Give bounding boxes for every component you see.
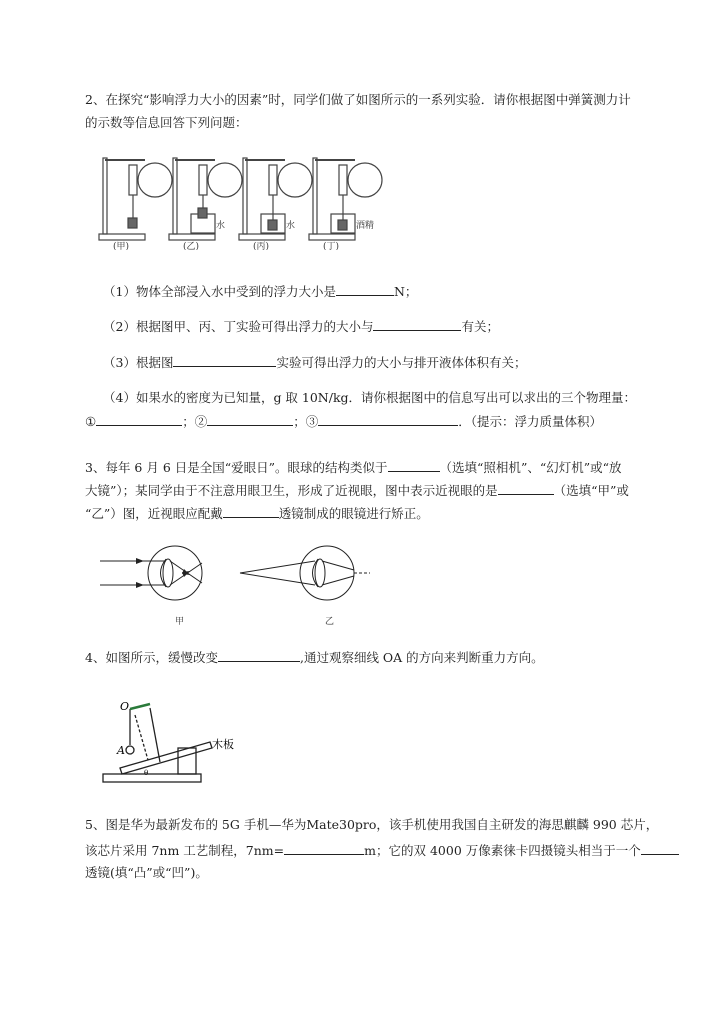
- q5-blank2[interactable]: [641, 842, 679, 855]
- q2-sub4-mark3: ；③: [293, 414, 319, 429]
- fig-label-bing: (丙): [253, 242, 270, 250]
- q2-sub4-mark2: ；②: [182, 414, 208, 429]
- theta-label: θ: [144, 769, 149, 777]
- q2-sub3: [103, 354, 526, 371]
- q2-sub4-blank2[interactable]: [207, 413, 293, 426]
- q2-sub1-text: （1）物体全部浸入水中受到的浮力大小是: [103, 284, 336, 299]
- q3-line2: [85, 482, 629, 499]
- q2-sub4-blank1[interactable]: [96, 413, 182, 426]
- q4-line: [85, 649, 544, 666]
- fig-label-yi: (乙): [183, 242, 200, 250]
- q2-sub3-text: （3）根据图: [103, 355, 174, 370]
- fig-label-jia: (甲): [113, 242, 130, 250]
- liquid-label-alcohol: 酒精: [356, 221, 375, 231]
- q2-sub4-mark1: ①: [85, 414, 97, 429]
- q3-line1: [85, 459, 622, 476]
- q3-line2-suffix: （选填“甲”或: [553, 483, 629, 498]
- q3-blank3[interactable]: [223, 505, 279, 518]
- liquid-label-water-2: 水: [286, 221, 296, 231]
- q2-sub4-line1: （4）如果水的密度为已知量，g 取 10N/kg．请你根据图中的信息写出可以求出的三个物理量：: [103, 390, 637, 405]
- q5-line3: 透镜(填“凸”或“凹”)。: [85, 865, 208, 880]
- q5-line2-mid: m；它的双 4000 万像素徕卡四摄镜头相当于一个: [364, 843, 641, 858]
- q4-suffix: ,通过观察细线 OA 的方向来判断重力方向。: [299, 650, 544, 665]
- q2-intro-line1: 2、在探究“影响浮力大小的因素”时，同学们做了如图所示的一系列实验．请你根据图中弹簧测力计: [85, 92, 631, 107]
- fig-label-ding: (丁): [323, 242, 340, 250]
- q2-sub2-answer-blank[interactable]: [373, 318, 461, 331]
- point-o-label: O: [120, 700, 130, 713]
- liquid-label-water-1: 水: [216, 221, 226, 231]
- board-label: 木板: [212, 738, 234, 751]
- q5-line2-text: 该芯片采用 7nm 工艺制程，7nm=: [85, 843, 285, 858]
- q3-line1-text: 3、每年 6 月 6 日是全国“爱眼日”。眼球的结构类似于: [85, 460, 388, 475]
- q2-sub3-answer-blank[interactable]: [173, 354, 276, 367]
- q3-line2-text: 大镜”）；某同学由于不注意用眼卫生，形成了近视眼，图中表示近视眼的是: [85, 483, 498, 498]
- q2-sub2: [103, 318, 499, 335]
- gravity-direction-figure: [100, 690, 240, 790]
- eye-label-jia: 甲: [175, 617, 185, 627]
- eye-label-yi: 乙: [325, 617, 335, 627]
- q4-blank[interactable]: [218, 649, 300, 662]
- q5-line1: 5、图是华为最新发布的 5G 手机—华为Mate30pro，该手机使用我国自主研发的海思麒麟 990 芯片，: [85, 817, 659, 832]
- q2-intro-line2: 的示数等信息回答下列问题：: [85, 115, 248, 130]
- q3-line3: [85, 505, 429, 522]
- q2-sub4-blank3[interactable]: [318, 413, 458, 426]
- q3-line3-text: “乙”）图，近视眼应配戴: [85, 506, 223, 521]
- q5-blank1[interactable]: [284, 842, 364, 855]
- point-a-label: A: [117, 744, 125, 757]
- q2-sub2-suffix: 有关；: [461, 319, 499, 334]
- q2-sub1: [103, 283, 417, 300]
- eye-diagram: [100, 540, 370, 630]
- q2-sub4-hint: ．（提示：浮力质量体积）: [458, 414, 603, 429]
- q2-sub2-text: （2）根据图甲、丙、丁实验可得出浮力的大小与: [103, 319, 374, 334]
- q2-sub4-line2: [85, 413, 602, 430]
- q3-line3-suffix: 透镜制成的眼镜进行矫正。: [278, 506, 429, 521]
- q2-sub1-answer-blank[interactable]: [336, 283, 394, 296]
- q2-sub3-suffix: 实验可得出浮力的大小与排开液体体积有关；: [276, 355, 527, 370]
- q4-text: 4、如图所示，缓慢改变: [85, 650, 218, 665]
- q3-blank2[interactable]: [498, 482, 554, 495]
- q2-sub1-unit: N；: [393, 284, 418, 299]
- q3-line1-suffix: （选填“照相机”、“幻灯机”或“放: [439, 460, 622, 475]
- q3-blank1[interactable]: [388, 459, 440, 472]
- q5-line2: [85, 842, 679, 859]
- buoyancy-experiment-figure: [95, 150, 395, 250]
